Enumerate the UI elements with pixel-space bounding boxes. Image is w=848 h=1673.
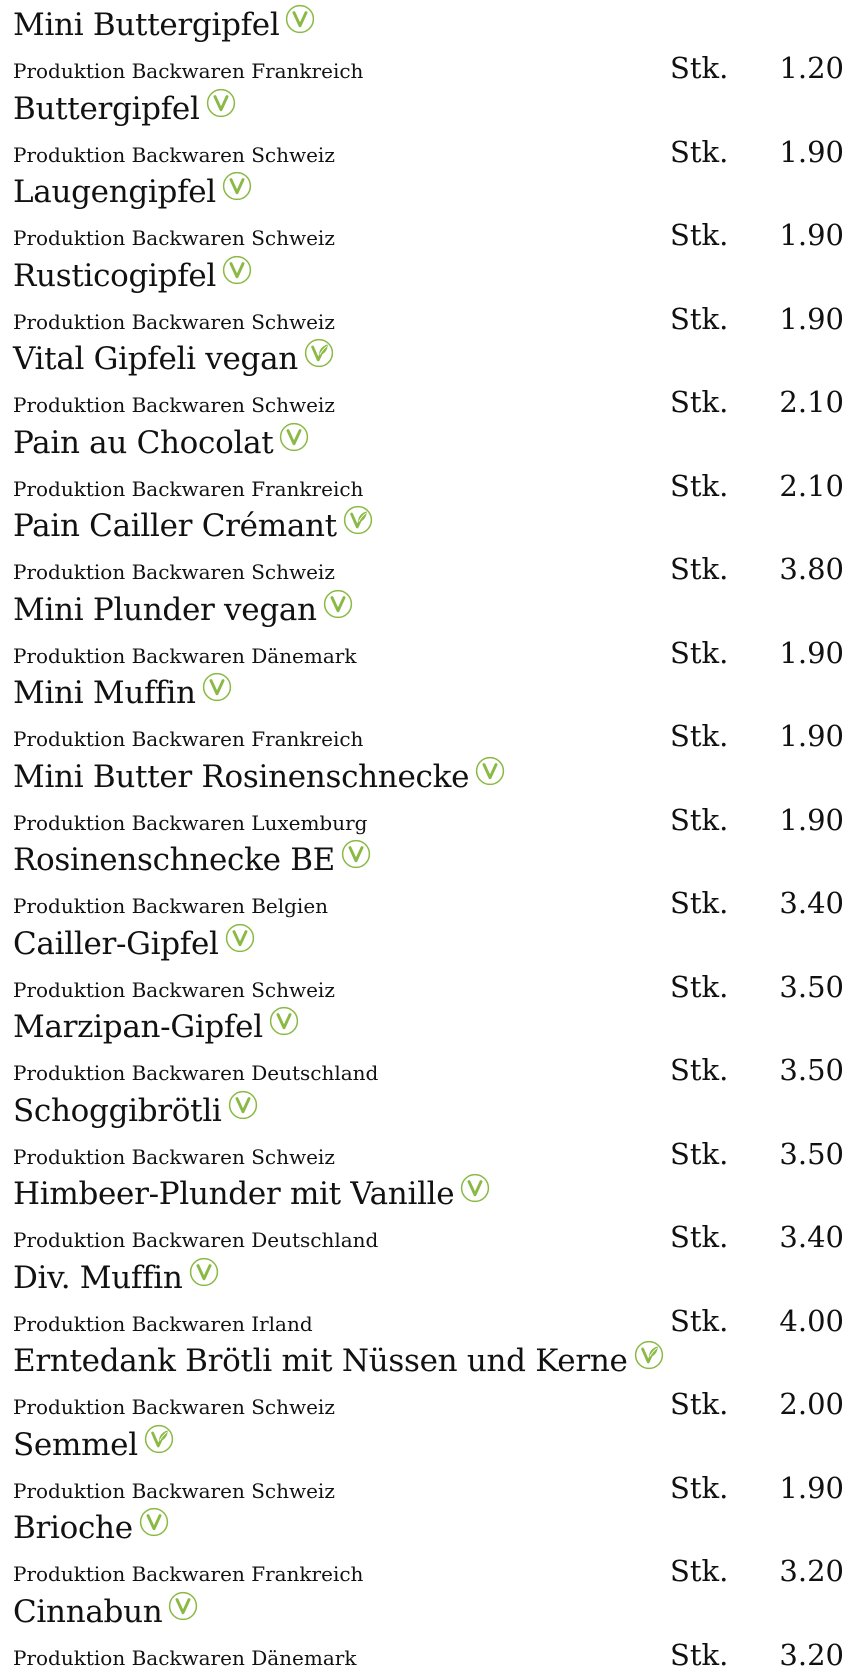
vegetarian-v-icon bbox=[460, 1173, 490, 1203]
item-origin: Produktion Backwaren Deutschland bbox=[13, 1228, 379, 1252]
item-origin: Produktion Backwaren Dänemark bbox=[13, 643, 357, 668]
item-price: 2.10 bbox=[779, 385, 844, 419]
vegetarian-v-icon bbox=[225, 923, 255, 953]
item-name-line bbox=[13, 1173, 490, 1215]
item-unit: Stk. bbox=[670, 1554, 729, 1588]
item-name-line bbox=[13, 1090, 258, 1132]
vegan-leaf-v-icon bbox=[304, 338, 334, 368]
item-price: 3.50 bbox=[779, 1053, 844, 1087]
item-name: Buttergipfel bbox=[13, 90, 200, 127]
item-price: 1.90 bbox=[779, 134, 844, 169]
item-name-line bbox=[13, 1257, 219, 1299]
item-origin: Produktion Backwaren Schweiz bbox=[13, 1144, 335, 1169]
item-name: Himbeer-Plunder mit Vanille bbox=[13, 1176, 455, 1212]
item-name-line bbox=[13, 171, 252, 213]
item-origin: Produktion Backwaren Dänemark bbox=[13, 1645, 357, 1670]
menu-item bbox=[0, 1336, 848, 1420]
item-unit: Stk. bbox=[670, 301, 729, 336]
menu-item bbox=[0, 334, 848, 418]
menu-item bbox=[0, 251, 848, 335]
menu-item bbox=[0, 585, 848, 669]
item-name-line bbox=[13, 1340, 664, 1382]
item-unit: Stk. bbox=[670, 1303, 729, 1338]
item-origin: Produktion Backwaren Luxemburg bbox=[13, 810, 368, 835]
item-origin: Produktion Backwaren Schweiz bbox=[13, 226, 335, 250]
vegan-leaf-v-icon bbox=[343, 505, 373, 535]
item-price: 4.00 bbox=[779, 1303, 844, 1338]
item-origin: Produktion Backwaren Schweiz bbox=[13, 560, 335, 584]
item-origin: Produktion Backwaren Schweiz bbox=[13, 977, 335, 1002]
item-name: Pain au Chocolat bbox=[13, 424, 274, 461]
item-origin: Produktion Backwaren Belgien bbox=[13, 894, 329, 918]
menu-item bbox=[0, 167, 848, 251]
item-name-line bbox=[13, 338, 334, 380]
menu-item bbox=[0, 668, 848, 752]
item-price: 1.90 bbox=[779, 719, 844, 753]
item-unit: Stk. bbox=[670, 969, 729, 1004]
item-name-line bbox=[13, 839, 371, 881]
vegetarian-v-icon bbox=[228, 1090, 258, 1120]
menu-item bbox=[0, 1086, 848, 1170]
item-origin: Produktion Backwaren Deutschland bbox=[13, 1061, 379, 1085]
item-name-line bbox=[13, 1424, 174, 1466]
item-price: 1.90 bbox=[779, 635, 844, 670]
item-unit: Stk. bbox=[670, 552, 729, 586]
item-name-line bbox=[13, 88, 236, 130]
item-price: 1.90 bbox=[779, 301, 844, 336]
item-name: Rusticogipfel bbox=[13, 257, 217, 294]
vegetarian-v-icon bbox=[475, 756, 505, 786]
vegetarian-v-icon bbox=[139, 1507, 169, 1537]
item-unit: Stk. bbox=[670, 1470, 729, 1505]
vegetarian-v-icon bbox=[285, 4, 315, 34]
item-name: Mini Muffin bbox=[13, 675, 196, 711]
item-unit: Stk. bbox=[670, 385, 729, 419]
item-name: Pain Cailler Crémant bbox=[13, 508, 337, 544]
item-name-line bbox=[13, 255, 252, 297]
vegetarian-v-icon bbox=[341, 839, 371, 869]
item-origin: Produktion Backwaren Schweiz bbox=[13, 1395, 335, 1419]
item-price: 1.90 bbox=[779, 1470, 844, 1505]
item-price: 1.20 bbox=[779, 51, 844, 85]
item-price: 3.20 bbox=[779, 1554, 844, 1588]
item-name: Mini Buttergipfel bbox=[13, 7, 280, 43]
item-name-line bbox=[13, 672, 232, 714]
item-origin: Produktion Backwaren Frankreich bbox=[13, 59, 364, 83]
item-price: 3.50 bbox=[779, 1136, 844, 1171]
item-price: 2.00 bbox=[779, 1387, 844, 1421]
menu-item bbox=[0, 752, 848, 836]
item-price: 3.80 bbox=[779, 552, 844, 586]
item-unit: Stk. bbox=[670, 1637, 729, 1672]
item-origin: Produktion Backwaren Schweiz bbox=[13, 393, 335, 417]
item-unit: Stk. bbox=[670, 1053, 729, 1087]
item-price: 3.40 bbox=[779, 1220, 844, 1254]
vegetarian-v-icon bbox=[222, 255, 252, 285]
item-origin: Produktion Backwaren Frankreich bbox=[13, 476, 364, 501]
vegetarian-v-icon bbox=[279, 422, 309, 452]
menu-item bbox=[0, 501, 848, 585]
item-unit: Stk. bbox=[670, 802, 729, 837]
menu-item bbox=[0, 1169, 848, 1253]
menu-item bbox=[0, 919, 848, 1003]
item-unit: Stk. bbox=[670, 719, 729, 753]
item-price: 2.10 bbox=[779, 468, 844, 503]
item-price: 3.20 bbox=[779, 1637, 844, 1672]
item-unit: Stk. bbox=[670, 468, 729, 503]
menu-item bbox=[0, 1503, 848, 1587]
item-unit: Stk. bbox=[670, 134, 729, 169]
item-name: Mini Butter Rosinenschnecke bbox=[13, 758, 470, 795]
menu-item bbox=[0, 1587, 848, 1671]
vegetarian-v-icon bbox=[206, 88, 236, 118]
item-name-line bbox=[13, 422, 309, 464]
item-price: 3.40 bbox=[779, 886, 844, 920]
item-name-line bbox=[13, 756, 505, 798]
item-name-line bbox=[13, 923, 255, 965]
item-origin: Produktion Backwaren Frankreich bbox=[13, 727, 364, 751]
item-name-line bbox=[13, 589, 353, 631]
item-price: 1.90 bbox=[779, 802, 844, 837]
item-name: Laugengipfel bbox=[13, 174, 216, 210]
item-price: 3.50 bbox=[779, 969, 844, 1004]
vegetarian-v-icon bbox=[202, 672, 232, 702]
item-name-line bbox=[13, 4, 315, 46]
item-name: Cailler-Gipfel bbox=[13, 925, 219, 962]
item-origin: Produktion Backwaren Schweiz bbox=[13, 309, 335, 334]
item-name: Cinnabun bbox=[13, 1593, 163, 1630]
item-name-line bbox=[13, 505, 373, 547]
item-origin: Produktion Backwaren Frankreich bbox=[13, 1562, 364, 1586]
item-origin: Produktion Backwaren Schweiz bbox=[13, 142, 335, 167]
item-unit: Stk. bbox=[670, 1220, 729, 1254]
menu-item bbox=[0, 835, 848, 919]
vegetarian-v-icon bbox=[189, 1257, 219, 1287]
item-unit: Stk. bbox=[670, 218, 729, 252]
item-origin: Produktion Backwaren Irland bbox=[13, 1311, 313, 1336]
item-name: Brioche bbox=[13, 1510, 133, 1546]
item-name-line bbox=[13, 1507, 169, 1549]
item-name: Erntedank Brötli mit Nüssen und Kerne bbox=[13, 1343, 628, 1379]
vegetarian-v-icon bbox=[323, 589, 353, 619]
item-unit: Stk. bbox=[670, 1136, 729, 1171]
item-unit: Stk. bbox=[670, 1387, 729, 1421]
item-unit: Stk. bbox=[670, 635, 729, 670]
item-name-line bbox=[13, 1591, 198, 1633]
item-price: 1.90 bbox=[779, 218, 844, 252]
item-name: Rosinenschnecke BE bbox=[13, 842, 336, 878]
menu-item bbox=[0, 1002, 848, 1086]
item-name: Schoggibrötli bbox=[13, 1092, 222, 1129]
item-unit: Stk. bbox=[670, 51, 729, 85]
menu-item bbox=[0, 1420, 848, 1504]
vegetarian-v-icon bbox=[222, 171, 252, 201]
vegan-leaf-v-icon bbox=[634, 1340, 664, 1370]
item-name: Div. Muffin bbox=[13, 1259, 183, 1296]
vegetarian-v-icon bbox=[269, 1006, 299, 1036]
item-name: Mini Plunder vegan bbox=[13, 591, 317, 628]
item-name: Semmel bbox=[13, 1426, 138, 1463]
menu-item bbox=[0, 418, 848, 502]
vegetarian-v-icon bbox=[168, 1591, 198, 1621]
menu-item bbox=[0, 0, 848, 84]
item-name-line bbox=[13, 1006, 299, 1048]
menu-item bbox=[0, 1253, 848, 1337]
item-origin: Produktion Backwaren Schweiz bbox=[13, 1478, 335, 1503]
menu-item bbox=[0, 84, 848, 168]
item-name: Vital Gipfeli vegan bbox=[13, 341, 298, 377]
item-name: Marzipan-Gipfel bbox=[13, 1009, 263, 1045]
vegan-leaf-v-icon bbox=[144, 1424, 174, 1454]
item-unit: Stk. bbox=[670, 886, 729, 920]
